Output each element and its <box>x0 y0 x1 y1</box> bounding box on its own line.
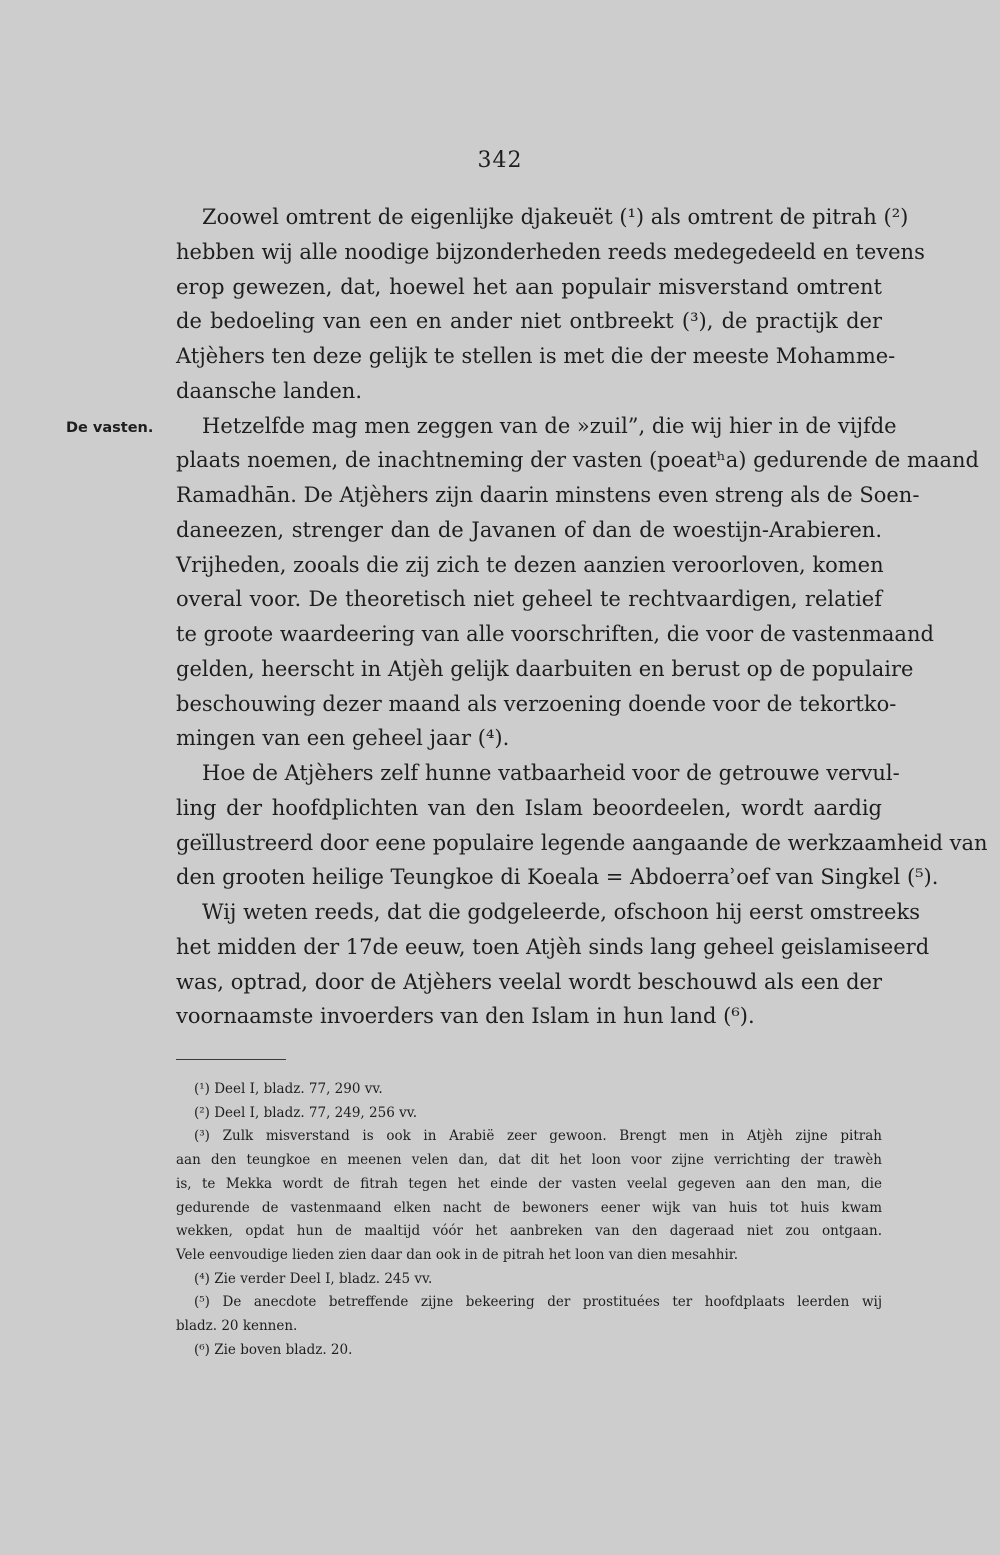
body-line: daneezen, strenger dan de Javanen of dan de woestijn-Arabieren. <box>176 517 882 542</box>
body-line: geïllustreerd door eene populaire legende aangaande de werkzaamheid van <box>176 830 988 855</box>
body-line: Zoowel omtrent de eigenlijke djakeuët (¹) als omtrent de pitrah (²) <box>202 205 909 229</box>
footnote-line: bladz. 20 kennen. <box>176 1318 298 1335</box>
page-number: 342 <box>477 148 523 173</box>
body-line: erop gewezen, dat, hoewel het aan populair misverstand omtrent <box>176 274 882 299</box>
body-line: Vrijheden, zooals die zij zich te dezen aanzien veroorloven, komen <box>176 552 884 577</box>
body-line: plaats noemen, de inachtneming der vasten (poeatʰa) gedurende de maand <box>176 448 979 473</box>
body-line: ling der hoofdplichten van den Islam beoordeelen, wordt aardig <box>176 795 882 820</box>
footnote-line: (⁴) Zie verder Deel I, bladz. 245 vv. <box>194 1270 433 1287</box>
body-line: den grooten heilige Teungkoe di Koeala = Abdoerraʾoef van Singkel (⁵). <box>176 865 939 890</box>
footnote-divider <box>176 1059 286 1060</box>
footnote-line: is, te Mekka wordt de fitrah tegen het einde der vasten veelal gegeven aan den man, die <box>176 1175 882 1192</box>
body-line: het midden der 17de eeuw, toen Atjèh sinds lang geheel geislamiseerd <box>176 934 930 959</box>
body-line: Wij weten reeds, dat die godgeleerde, ofschoon hij eerst omstreeks <box>202 900 920 924</box>
footnotes <box>176 1078 882 1362</box>
body-line: Hoe de Atjèhers zelf hunne vatbaarheid voor de getrouwe vervul- <box>202 761 900 785</box>
footnote-line: (¹) Deel I, bladz. 77, 290 vv. <box>194 1081 383 1097</box>
body-line: was, optrad, door de Atjèhers veelal wordt beschouwd als een der <box>176 969 882 994</box>
footnote-line: (²) Deel I, bladz. 77, 249, 256 vv. <box>194 1104 418 1121</box>
body-line: hebben wij alle noodige bijzonderheden reeds medegedeeld en tevens <box>176 239 925 264</box>
footnote-line: (³) Zulk misverstand is ook in Arabië zeer gewoon. Brengt men in Atjèh zijne pitrah <box>194 1128 882 1145</box>
footnote-line: gedurende de vastenmaand elken nacht de bewoners eener wijk van huis tot huis kwam <box>176 1199 882 1216</box>
body-line: mingen van een geheel jaar (⁴). <box>176 726 510 751</box>
body-text <box>176 200 988 1034</box>
footnote-line: Vele eenvoudige lieden zien daar dan ook in de pitrah het loon van dien mesahhir. <box>176 1246 739 1263</box>
body-line: voornaamste invoerders van den Islam in hun land (⁶). <box>176 1004 755 1029</box>
body-line: de bedoeling van een en ander niet ontbreekt (³), de practijk der <box>176 309 882 334</box>
body-line: gelden, heerscht in Atjèh gelijk daarbuiten en berust op de populaire <box>176 656 914 681</box>
body-line: daansche landen. <box>176 378 363 403</box>
body-line: Hetzelfde mag men zeggen van de »zuil”, die wij hier in de vijfde <box>202 413 897 438</box>
body-line: Ramadhān. De Atjèhers zijn daarin minstens even streng als de Soen- <box>176 483 920 507</box>
body-line: Atjèhers ten deze gelijk te stellen is met die der meeste Mohamme- <box>176 344 896 368</box>
footnote-line: wekken, opdat hun de maaltijd vóór het aanbreken van den dageraad niet zou ontgaan. <box>176 1223 882 1240</box>
margin-note: De vasten. <box>66 420 154 436</box>
body-line: overal voor. De theoretisch niet geheel te rechtvaardigen, relatief <box>176 587 882 612</box>
body-line: te groote waardeering van alle voorschriften, die voor de vastenmaand <box>176 622 934 646</box>
footnote-line: (⁵) De anecdote betreffende zijne bekeering der prostituées ter hoofdplaats leerden wij <box>194 1294 882 1311</box>
footnote-line: aan den teungkoe en meenen velen dan, dat dit het loon voor zijne verrichting der trawèh <box>176 1152 882 1169</box>
footnote-line: (⁶) Zie boven bladz. 20. <box>194 1341 353 1358</box>
body-line: beschouwing dezer maand als verzoening doende voor de tekortko- <box>176 691 897 716</box>
